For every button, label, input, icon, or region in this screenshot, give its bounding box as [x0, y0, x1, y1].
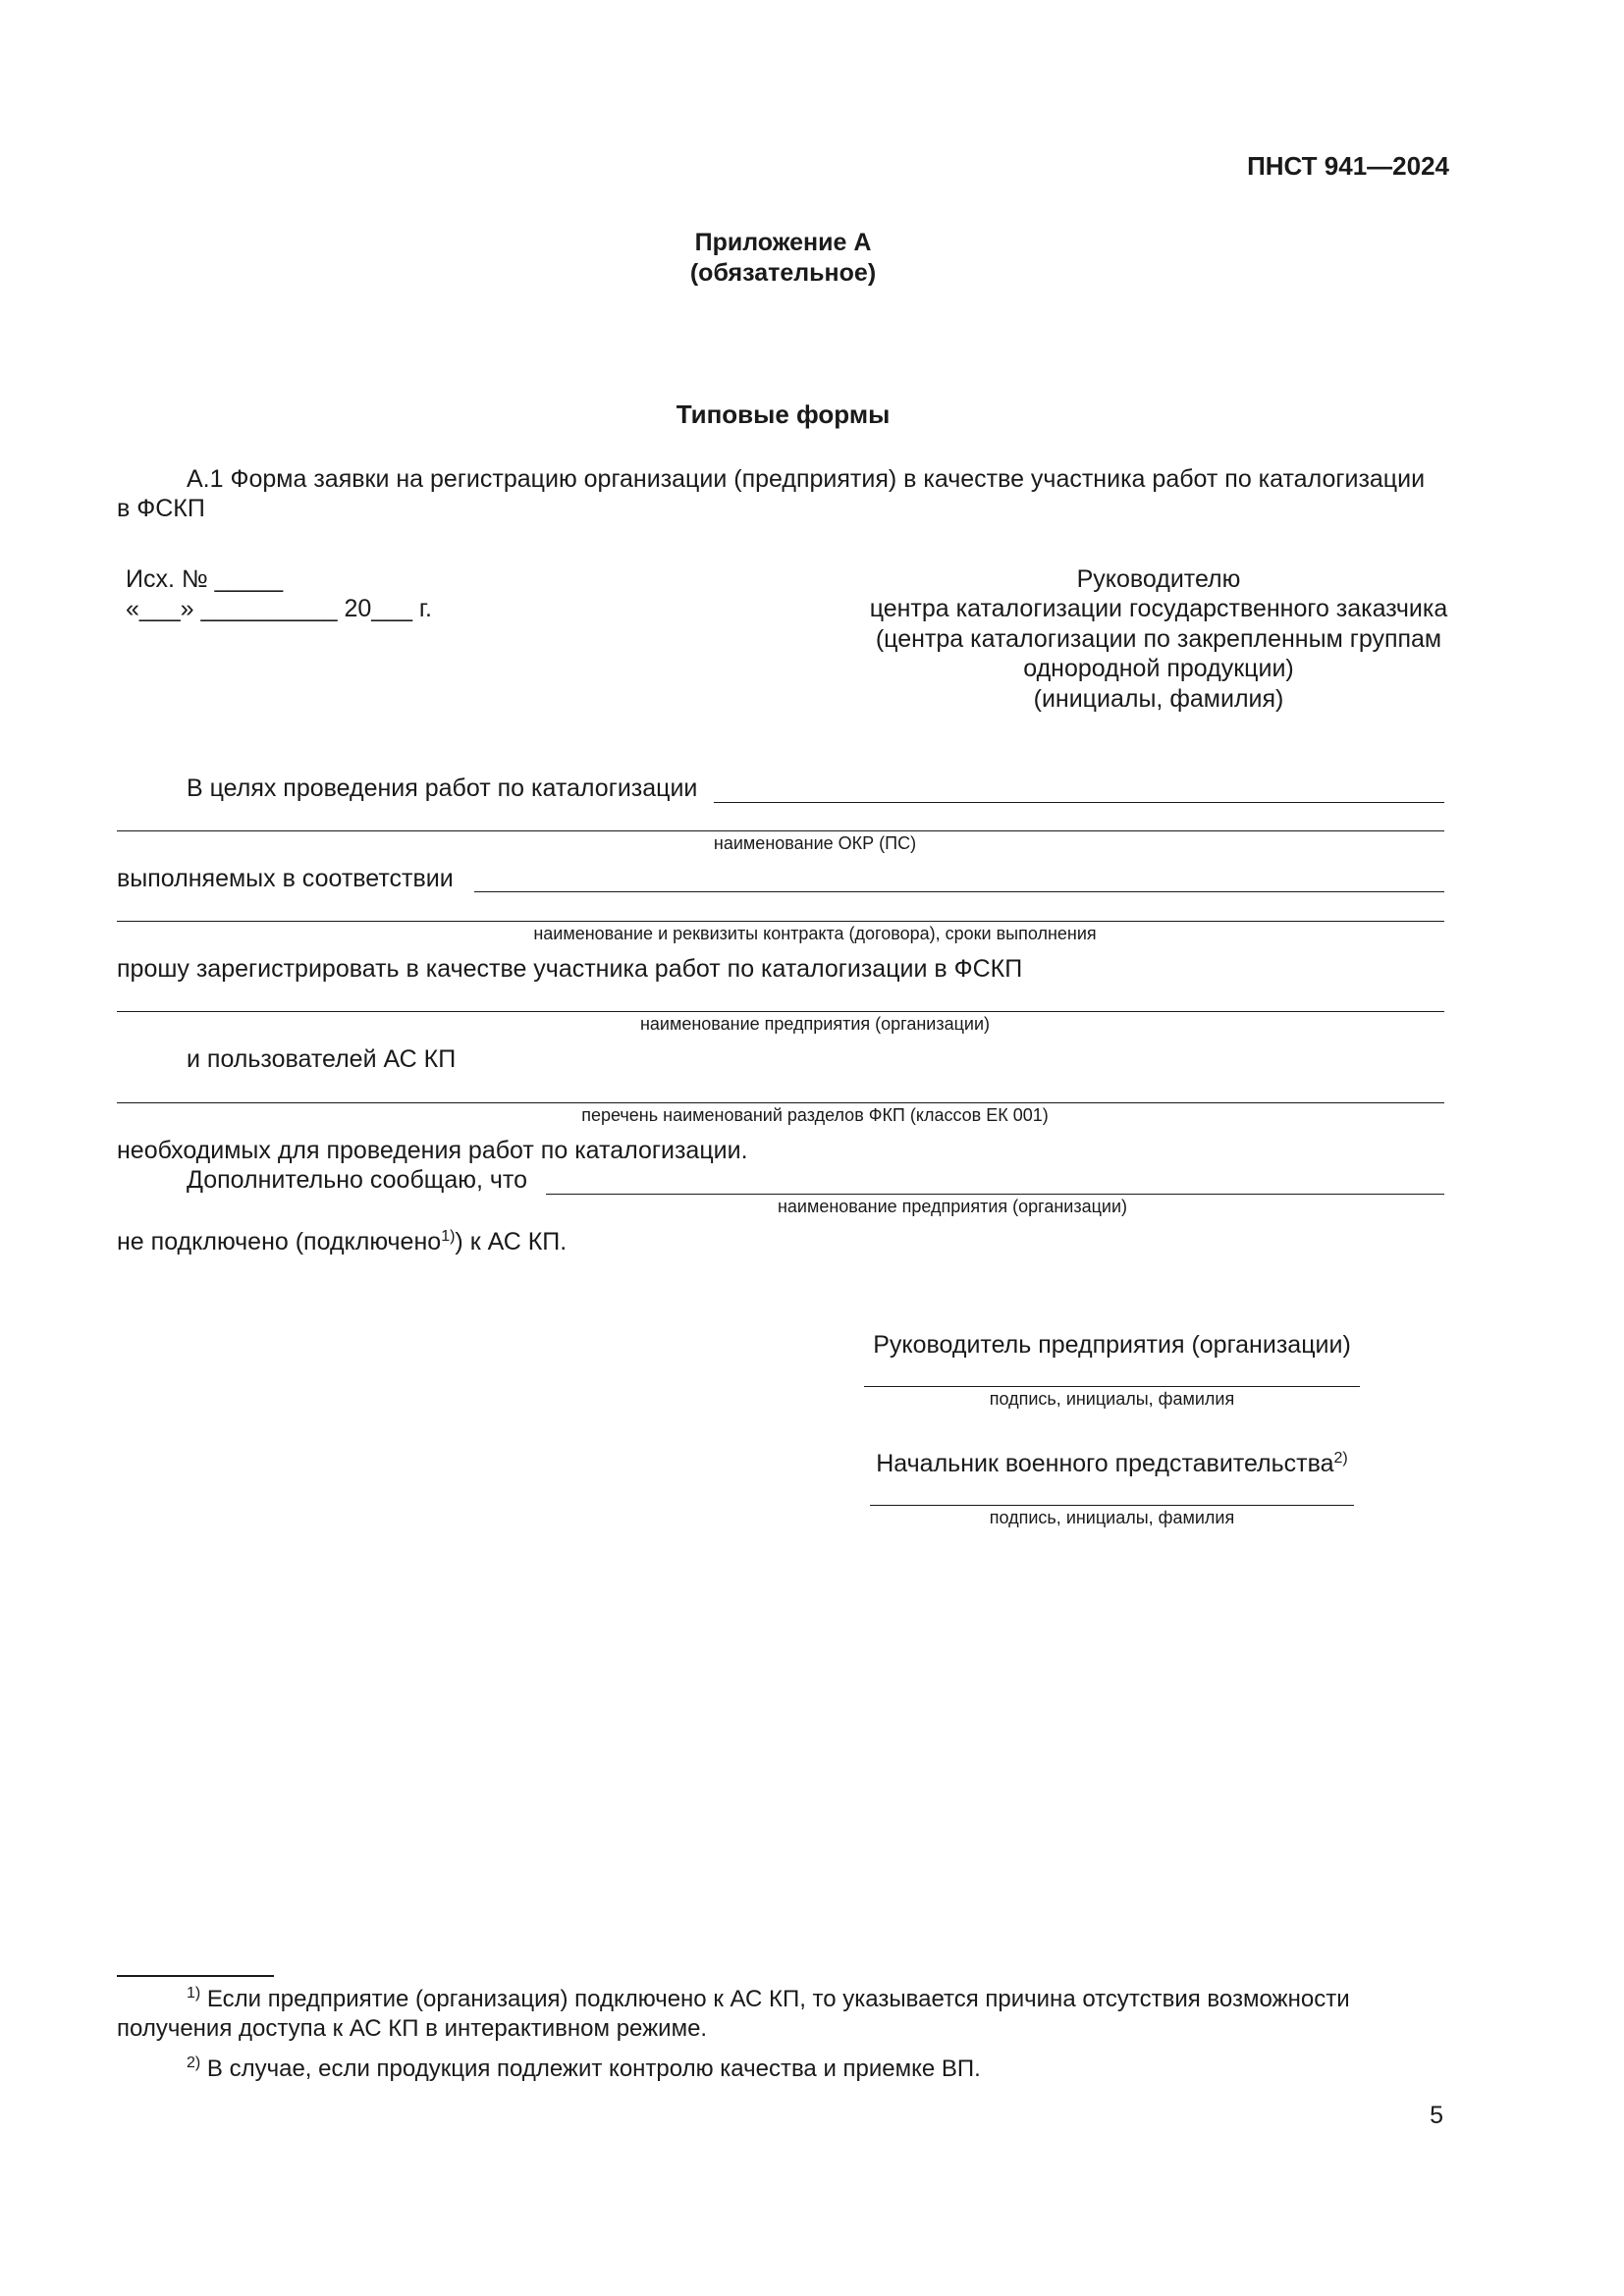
body-text-purpose: В целях проведения работ по каталогизации: [187, 774, 698, 802]
footnote-1: [187, 1985, 1350, 2017]
document-id: ПНСТ 941—2024: [1247, 151, 1449, 181]
footnote-separator: [117, 1975, 274, 1977]
intro-line-2: в ФСКП: [117, 495, 205, 522]
enterprise-field-line[interactable]: [117, 1011, 1444, 1012]
footnote-ref-1: 1): [441, 1228, 456, 1245]
footnote-ref-2: 2): [1333, 1450, 1348, 1467]
caption-contract: наименование и реквизиты контракта (договора), сроки выполнения: [533, 924, 1097, 943]
signature-head-caption: подпись, инициалы, фамилия: [989, 1389, 1235, 1409]
signature-military-title: [864, 1449, 1360, 1482]
addressee-line: (инициалы, фамилия): [1033, 685, 1284, 713]
addressee-line: Руководителю: [1076, 565, 1241, 593]
caption-enterprise: наименование предприятия (организации): [639, 1014, 991, 1034]
body-text-register: прошу зарегистрировать в качестве участника работ по каталогизации в ФСКП: [117, 955, 1023, 983]
page-number: 5: [1430, 2102, 1443, 2129]
appendix-note: (обязательное): [689, 259, 877, 287]
okr-field-line-2[interactable]: [117, 830, 1444, 831]
body-text-users: и пользователей АС КП: [187, 1045, 457, 1073]
sections-field-line[interactable]: [117, 1102, 1444, 1103]
signature-head-title: Руководитель предприятия (организации): [873, 1331, 1351, 1359]
body-text-connection: [117, 1227, 567, 1260]
signature-military-caption: подпись, инициалы, фамилия: [989, 1508, 1235, 1527]
ref-number: Исх. № _____: [126, 565, 284, 593]
date-line: «___» __________ 20___ г.: [126, 595, 432, 622]
addressee-line: (центра каталогизации по закрепленным группам: [875, 625, 1442, 653]
okr-field-line[interactable]: [714, 802, 1444, 803]
footnote-1-text: Если предприятие (организация) подключено к АС КП, то указывается причина отсутствия возможности: [206, 1986, 1350, 2012]
footnote-2-text: В случае, если продукция подлежит контролю качества и приемке ВП.: [206, 2056, 981, 2082]
appendix-title: Приложение А: [694, 229, 872, 256]
connection-text-b: ) к АС КП.: [455, 1228, 568, 1255]
signature-military-line[interactable]: [870, 1505, 1354, 1506]
section-title: Типовые формы: [676, 400, 891, 429]
contract-field-line-2[interactable]: [117, 921, 1444, 922]
body-text-necessary: необходимых для проведения работ по каталогизации.: [117, 1137, 748, 1164]
caption-okr: наименование ОКР (ПС): [713, 833, 917, 853]
addressee-line: однородной продукции): [1023, 655, 1294, 682]
caption-sections: перечень наименований разделов ФКП (классов ЕК 001): [581, 1105, 1049, 1125]
footnote-1-mark: 1): [187, 1985, 201, 2002]
footnote-1-line-2: получения доступа к АС КП в интерактивном режиме.: [117, 2015, 708, 2042]
signature-head-line[interactable]: [864, 1386, 1360, 1387]
enterprise2-field-line[interactable]: [546, 1194, 1444, 1195]
caption-enterprise-2: наименование предприятия (организации): [777, 1197, 1128, 1216]
footnote-2: [187, 2055, 981, 2087]
body-text-accordance: выполняемых в соответствии: [117, 865, 454, 892]
military-title-text: Начальник военного представительства: [876, 1450, 1334, 1477]
addressee-line: центра каталогизации государственного заказчика: [869, 595, 1448, 622]
contract-field-line[interactable]: [474, 891, 1444, 892]
intro-line-1: А.1 Форма заявки на регистрацию организации (предприятия) в качестве участника работ по каталогизации: [187, 465, 1426, 493]
connection-text-a: не подключено (подключено: [117, 1228, 442, 1255]
body-text-additionally: Дополнительно сообщаю, что: [187, 1166, 527, 1194]
footnote-2-mark: 2): [187, 2055, 201, 2071]
